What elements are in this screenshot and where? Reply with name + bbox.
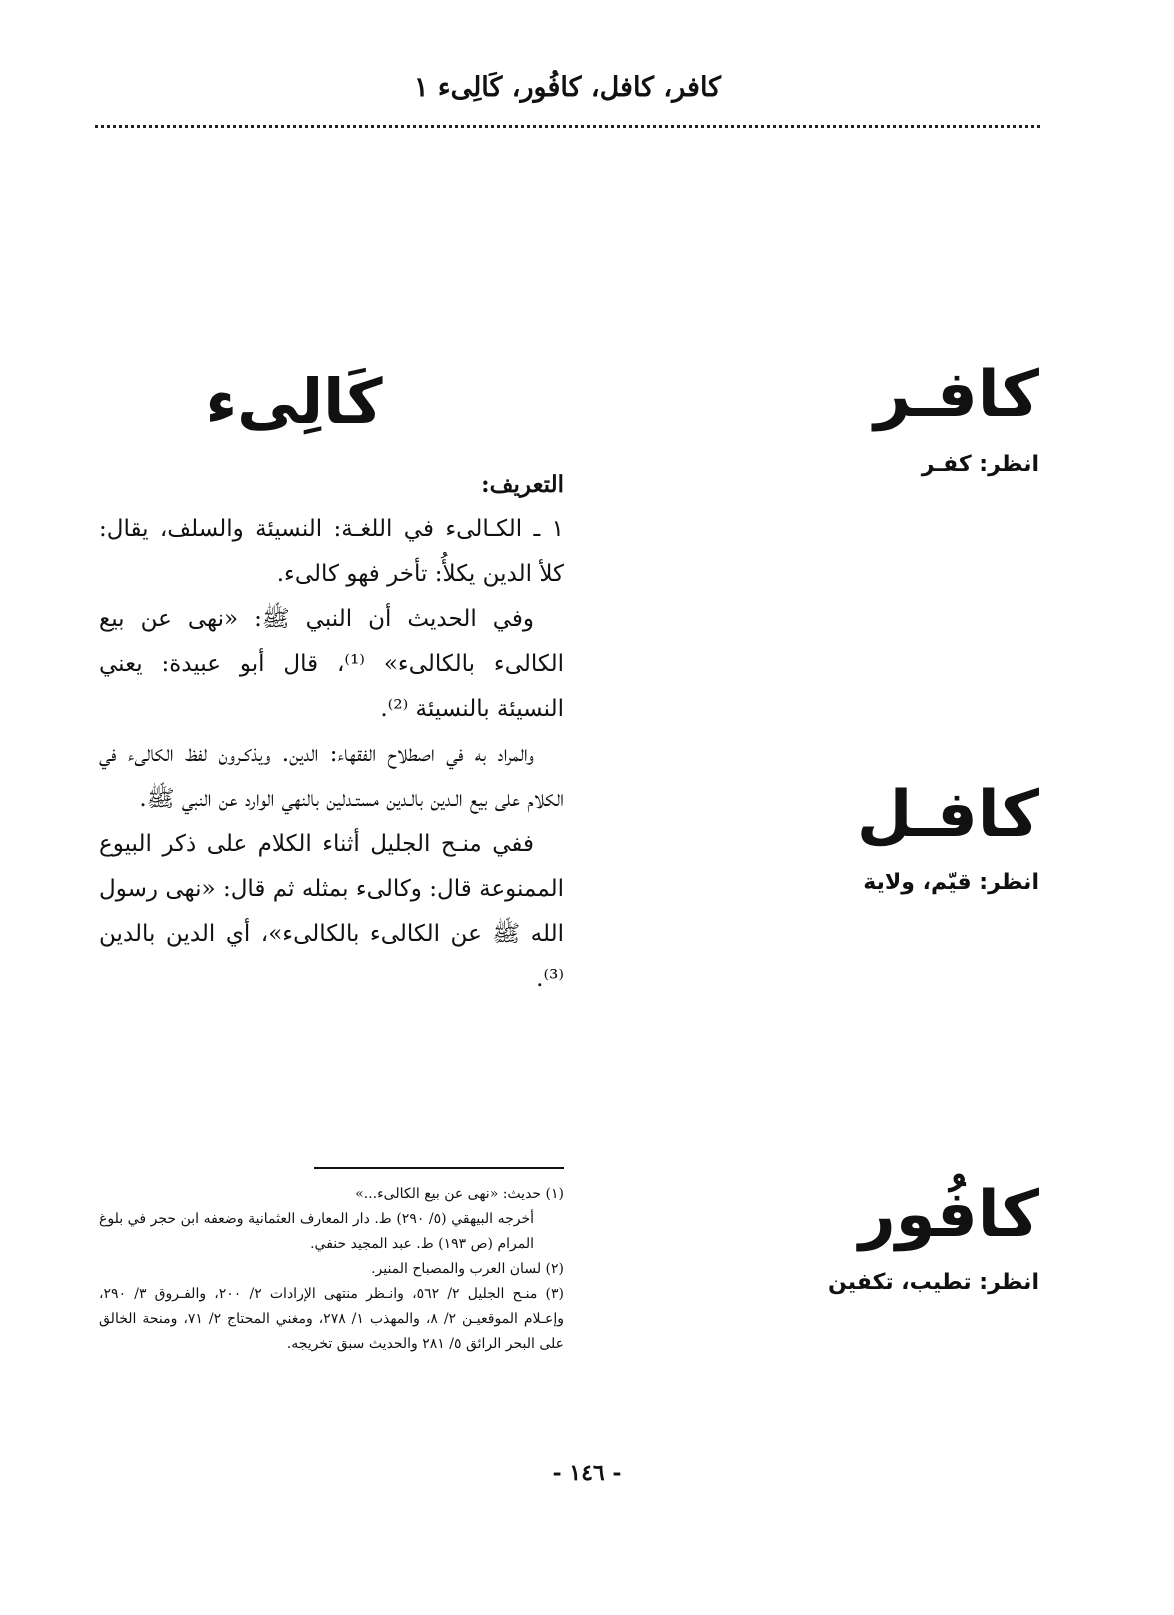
entry-title-kafil: كافـل: [856, 778, 1039, 852]
see-also-kafir: انظر: كفـر: [921, 452, 1039, 477]
footnote-1: (١) حديث: «نهى عن بيع الكالىء...»: [355, 1186, 564, 1202]
see-also-kafil: انظر: قيّم، ولاية: [863, 870, 1039, 895]
see-also-kafur: انظر: تطيب، تكفين: [827, 1270, 1039, 1295]
paragraph-1: ١ ـ الكـالىء في اللغـة: النسيئة والسلف، يقال: كلأ الدين يكلأُ: تأخر فهو كالىء.: [99, 516, 564, 587]
footnote-3: (٣) منـح الجليل ٢/ ٥٦٢، وانـظر منتهى الإرادات ٢/ ٢٠٠، والفـروق ٣/ ٢٩٠، وإعـلام الموقعيـن ٢/ ٨، والمهذب ١/ ٢٧٨، ومغني المحتاج ٢/ ٧١، ومنحة الخالق على البحر الرائق ٥/ ٢٨١ والحديث سبق تخريجه.: [99, 1286, 565, 1352]
main-entry-body: [99, 462, 564, 1002]
definition-heading: التعريف:: [481, 471, 564, 498]
entry-title-kafir: كافـر: [874, 358, 1039, 432]
footnote-1-source: أخرجه البيهقي (٥/ ٢٩٠) ط. دار المعارف العثمانية وضعفه ابن حجر في بلوغ المرام (ص ١٩٣) ط. عبد المجيد حنفي.: [99, 1211, 534, 1252]
page-number: - ١٤٦ -: [552, 1460, 622, 1486]
paragraph-4: ففي منـح الجليل أثناء الكلام على ذكر البيوع الممنوعة قال: وكالىء بمثله ثم قال: «نهى رسول الله ﷺ عن الكالىء بالكالىء»، أي الدين بالدين ⁽³⁾.: [99, 831, 564, 992]
paragraph-3: والمراد به في اصطلاح الفقهاء: الدين. ويذكـرون لفظ الكالىء في الكلام على بيع الـدين بالـدين مستـدلين بالنهي الوارد عن النبي ﷺ.: [99, 741, 564, 812]
footnotes: [99, 1182, 564, 1357]
main-entry-title: كَالِىء: [205, 365, 383, 438]
footnote-rule: [314, 1167, 564, 1169]
paragraph-2: وفي الحديث أن النبي ﷺ: «نهى عن بيع الكالىء بالكالىء» ⁽¹⁾، قال أبو عبيدة: يعني النسيئة بالنسيئة ⁽²⁾.: [99, 606, 564, 722]
running-head: كافر، كافل، كافُور، كَالِىء ١: [413, 72, 722, 103]
entry-title-kafur: كافُور: [858, 1178, 1039, 1252]
header-dotted-rule: [95, 125, 1040, 128]
footnote-2: (٢) لسان العرب والمصباح المنير.: [371, 1261, 564, 1277]
